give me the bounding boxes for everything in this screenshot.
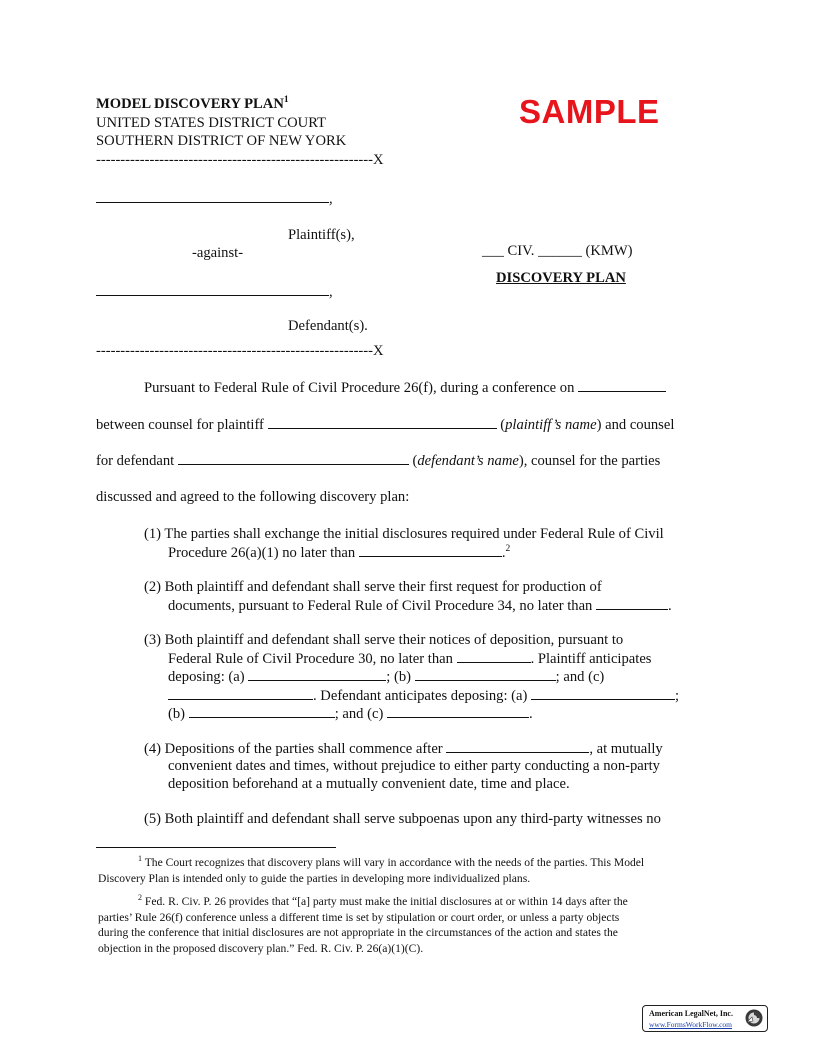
court-name-line: UNITED STATES DISTRICT COURT — [96, 115, 326, 131]
item-3-line-4: . Defendant anticipates deposing: (a) ; — [168, 686, 679, 705]
defendant-label: Defendant(s). — [288, 318, 368, 334]
defendant-deponent-a-blank[interactable] — [531, 686, 675, 700]
item-5-line-1: (5) Both plaintiff and defendant shall serve subpoenas upon any third-party witnesses no — [144, 811, 661, 827]
conference-date-blank[interactable] — [578, 378, 666, 392]
plaintiff-counsel-blank[interactable] — [268, 415, 497, 429]
plaintiff-deponent-b-blank[interactable] — [415, 667, 556, 681]
item-1-line-2: Procedure 26(a)(1) no later than .$^2$ — [168, 544, 511, 561]
civil-case-number: ___ CIV. ______ (KMW) — [482, 243, 633, 259]
intro-line-1: Pursuant to Federal Rule of Civil Procedure 26(f), during a conference on — [144, 378, 666, 397]
defendant-name-blank[interactable] — [96, 282, 329, 296]
document-title: MODEL DISCOVERY PLAN$^1$ — [96, 95, 289, 112]
plaintiff-name-line[interactable]: , — [96, 189, 333, 208]
item-3-line-1: (3) Both plaintiff and defendant shall serve their notices of deposition, pursuant to — [144, 632, 624, 648]
caption-top-dashes: ---------------------------------------------------------X — [96, 152, 384, 168]
item-2-line-1: (2) Both plaintiff and defendant shall serve their first request for production of — [144, 579, 602, 595]
item-4-line-2: convenient dates and times, without prejudice to either party conducting a non-party — [168, 758, 660, 774]
deposition-notice-date-blank[interactable] — [457, 649, 531, 663]
publisher-logo[interactable] — [642, 1005, 768, 1032]
initial-disclosures-date-blank[interactable] — [359, 543, 502, 557]
item-2-line-2: documents, pursuant to Federal Rule of Civil Procedure 34, no later than . — [168, 598, 672, 614]
plaintiff-name-blank[interactable] — [96, 189, 329, 203]
globe-arrow-icon — [744, 1008, 764, 1028]
defendant-deponent-c-blank[interactable] — [387, 704, 529, 718]
footnote-1-line-2: Discovery Plan is intended only to guide the parties in developing more individualized plans. — [98, 872, 531, 885]
plaintiff-label: Plaintiff(s), — [288, 227, 355, 243]
footnote-2-line-3: during the conference that initial disclosures are not appropriate in the circumstances of the action and states the — [98, 926, 618, 939]
item-4-line-1: (4) Depositions of the parties shall commence after , at mutually — [144, 741, 663, 757]
intro-line-2: between counsel for plaintiff (plaintiff’s name) and counsel — [96, 417, 675, 433]
against-label: -against- — [192, 245, 244, 261]
court-district-line: SOUTHERN DISTRICT OF NEW YORK — [96, 133, 347, 149]
defendant-name-line[interactable]: , — [96, 282, 333, 301]
item-4-line-3: deposition beforehand at a mutually convenient date, time and place. — [168, 776, 570, 792]
intro-line-3: for defendant (defendant’s name), counsel for the parties — [96, 453, 661, 469]
footnote-2-line-2: parties’ Rule 26(f) conference unless a different time is set by stipulation or court order, or unless a party objects — [98, 911, 620, 924]
item-3-line-5: (b) ; and (c) . — [168, 706, 533, 722]
plaintiff-deponent-a-blank[interactable] — [248, 667, 386, 681]
production-request-date-blank[interactable] — [596, 596, 668, 610]
footnote-separator — [96, 847, 336, 848]
plaintiff-deponent-c-blank[interactable] — [168, 686, 313, 700]
footnote-2-line-1: $^2$ Fed. R. Civ. P. 26 provides that “[a] party must make the initial disclosures at or within 14 days after the — [138, 893, 628, 908]
item-3-line-2: Federal Rule of Civil Procedure 30, no later than . Plaintiff anticipates — [168, 651, 652, 667]
defendant-deponent-b-blank[interactable] — [189, 704, 335, 718]
footnote-ref-1[interactable]: 1 — [283, 95, 289, 106]
caption-bottom-dashes: ---------------------------------------------------------X — [96, 343, 384, 359]
footnote-2-line-4: objection in the proposed discovery plan.” Fed. R. Civ. P. 26(a)(1)(C). — [98, 942, 424, 955]
publisher-name: American LegalNet, Inc. — [649, 1009, 733, 1018]
footnote-ref-2[interactable]: 2 — [505, 544, 511, 555]
defendant-counsel-blank[interactable] — [178, 451, 409, 465]
publisher-url-link[interactable]: www.FormsWorkFlow.com — [649, 1020, 733, 1029]
item-3-line-3: deposing: (a) ; (b) ; and (c) — [168, 669, 605, 685]
deposition-commence-date-blank[interactable] — [446, 739, 589, 753]
sample-stamp: SAMPLE — [519, 93, 660, 130]
discovery-plan-heading: DISCOVERY PLAN — [496, 270, 626, 286]
intro-line-4: discussed and agreed to the following discovery plan: — [96, 489, 410, 505]
footnote-1-line-1: $^1$ The Court recognizes that discovery plans will vary in accordance with the needs of the parties. This Model — [138, 854, 645, 869]
item-1-line-1: (1) The parties shall exchange the initial disclosures required under Federal Rule of Civil — [144, 526, 664, 542]
